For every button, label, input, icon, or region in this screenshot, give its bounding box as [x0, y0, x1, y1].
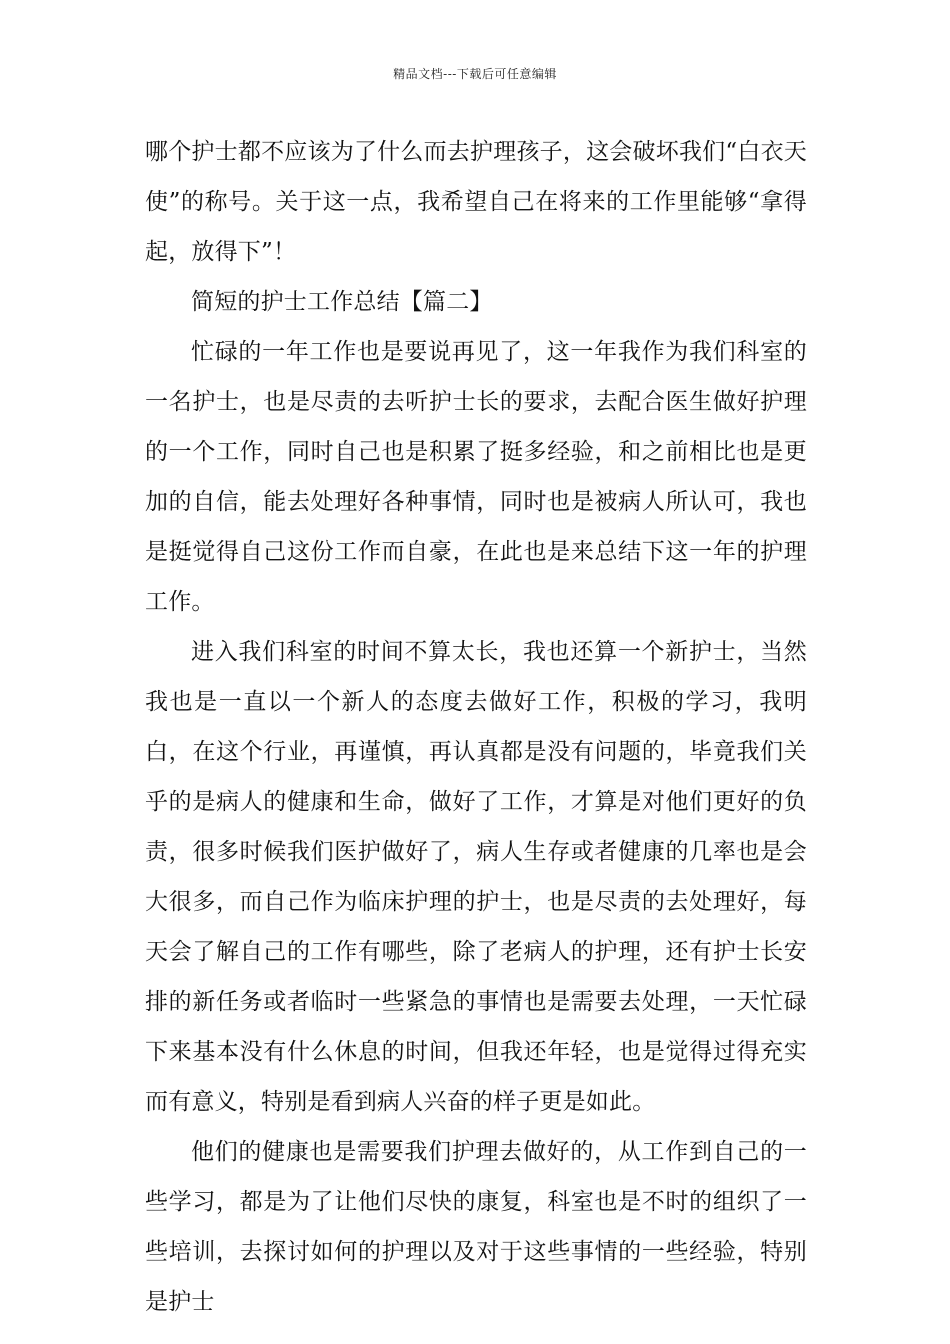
section-heading: 简短的护士工作总结【篇二】 — [191, 289, 493, 315]
paragraph-work: 进入我们科室的时间不算太长，我也还算一个新护士，当然我也是一直以一个新人的态度去做好工作，积极的学习，我明白，在这个行业，再谨慎，再认真都是没有问题的，毕竟我们关乎的是病人的健康和生命，做好了工作，才算是对他们更好的负责，很多时候我们医护做好了，病人生存或者健康的几率也是会大很多，而自己作为临床护理的护士，也是尽责的去处理好，每天会了解自己的工作有哪些，除了老病人的护理，还有护士长安排的新任务或者临时一些紧急的事情也是需要去处理，一天忙碌下来基本没有什么休息的时间，但我还年轻，也是觉得过得充实而有意义，特别是看到病人兴奋的样子更是如此。 — [145, 639, 807, 1115]
paragraph-continuation: 哪个护士都不应该为了什么而去护理孩子，这会破坏我们“白衣天使”的称号。关于这一点，我希望自己在将来的工作里能够“拿得起，放得下”！ — [145, 139, 807, 265]
paragraph-training: 他们的健康也是需要我们护理去做好的，从工作到自己的一些学习，都是为了让他们尽快的康复，科室也是不时的组织了一些培训，去探讨如何的护理以及对于这些事情的一些经验，特别是护士 — [145, 1139, 807, 1315]
paragraph-intro: 忙碌的一年工作也是要说再见了，这一年我作为我们科室的一名护士，也是尽责的去听护士长的要求，去配合医生做好护理的一个工作，同时自己也是积累了挺多经验，和之前相比也是更加的自信，能去处理好各种事情，同时也是被病人所认可，我也是挺觉得自己这份工作而自豪，在此也是来总结下这一年的护理工作。 — [145, 339, 807, 615]
document-body — [145, 127, 807, 1327]
page-header-note: 精品文档---下载后可任意编辑 — [393, 67, 557, 81]
